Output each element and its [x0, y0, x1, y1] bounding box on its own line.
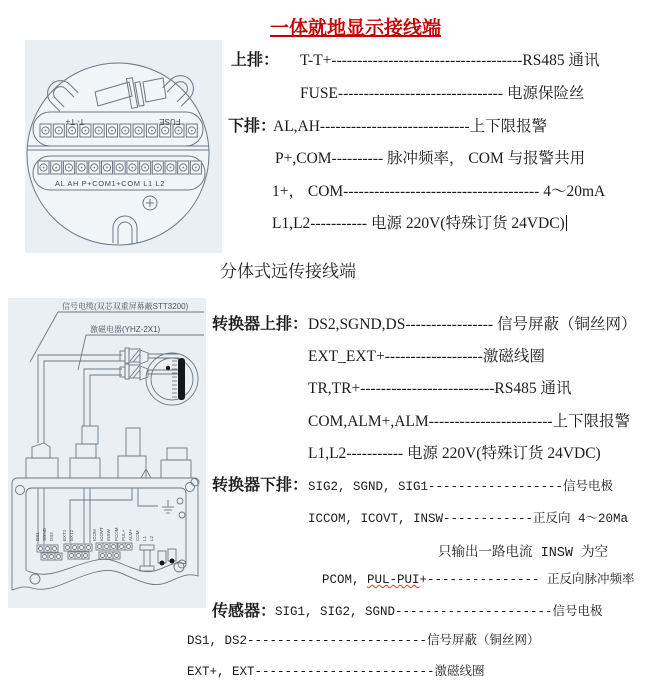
signal-cable-run: [38, 355, 122, 443]
converter-upper-row-rs485: TR,TR+--------------------------RS485 通讯: [308, 380, 572, 397]
converter-upper-row-coil: EXT_EXT+-------------------激磁线圈: [308, 348, 545, 365]
page-title: 一体就地显示接线端: [270, 18, 442, 39]
converter-upper-row-shield: DS2,SGND,DS----------------- 信号屏蔽（铜丝网）: [308, 316, 637, 333]
pin-label: COM: [135, 530, 140, 541]
pulse-prefix: PCOM,: [322, 573, 368, 587]
converter-lower-row-electrode: SIG2, SGND, SIG1------------------信号电极: [308, 480, 614, 494]
pin-label: PUL+: [121, 529, 126, 541]
converter-upper-label: 转换器上排：: [212, 316, 309, 333]
cable-gland-4: [161, 448, 191, 478]
converter-upper-row-alarm: COM,ALM+,ALM------------------------上下限报警: [308, 413, 631, 430]
integrated-row-alarm: AL,AH-----------------------------上下限报警: [273, 118, 548, 135]
corner-screw: [16, 486, 25, 495]
pin-labels: [35, 527, 154, 541]
cable-gland-1: [26, 443, 58, 478]
integrated-terminal-svg: [25, 40, 222, 253]
excitation-cable-run: [84, 369, 122, 426]
upper-strip-label-tt: T- T+: [65, 117, 85, 126]
signal-cable-label: 信号电缆(双芯双重屏幕蔽STT3200): [62, 302, 189, 311]
plug-connector-upper: [120, 348, 179, 364]
pin-label: EXT1: [62, 529, 67, 541]
sensor-row-shield: DS1, DS2------------------------信号屏蔽（铜丝网）: [187, 634, 540, 648]
ground-symbol: [162, 498, 185, 518]
pin-label: ALM+: [128, 529, 133, 541]
excitation-coil-leader: [78, 335, 86, 370]
pin-label: INSW: [106, 529, 111, 541]
integrated-row-tt-rs485: T-T+-------------------------------------RS485 通讯: [300, 52, 600, 69]
pin-label: ICOM: [92, 529, 97, 541]
remote-wiring-svg: [8, 298, 206, 608]
pin-label: DS2: [49, 532, 54, 541]
corner-screw: [186, 483, 195, 492]
remote-wiring-diagram: [8, 298, 206, 608]
pin-label: DS1: [35, 532, 40, 541]
integrated-row-power: [272, 211, 567, 233]
converter-upper-row-power: L1,L2----------- 电源 220V(特殊订货 24VDC): [308, 445, 601, 462]
pulse-spellcheck-squiggle: PUL-PUI: [367, 573, 420, 587]
converter-lower-label: 转换器下排：: [212, 477, 309, 494]
integrated-row-power-text: L1,L2----------- 电源 220V(特殊订货 24VDC): [272, 215, 565, 232]
board-components: [140, 545, 186, 571]
integrated-lower-row-label: 下排：: [228, 118, 277, 135]
converter-lower-row-current: ICCOM, ICOVT, INSW------------正反向 4～20Ma: [308, 512, 629, 526]
pin-label: EXT2: [69, 529, 74, 541]
sensor-row-electrode: SIG1, SIG2, SGND---------------------信号电极: [275, 605, 603, 619]
terminal-blocks: [37, 543, 132, 560]
integrated-row-420ma: 1+， COM-------------------------------------- 4～20mA: [272, 183, 606, 200]
corner-screw: [30, 574, 40, 584]
upper-strip-label-fuse: FUSE: [159, 117, 181, 126]
converter-lower-row-pulse: [322, 569, 635, 587]
sensor-body: [146, 353, 198, 405]
integrated-terminal-diagram: [25, 40, 222, 253]
integrated-upper-row-label: 上排：: [231, 52, 280, 69]
pulse-suffix: +--------------- 正反向脉冲频率: [419, 573, 635, 587]
cable-gland-3: [118, 428, 146, 478]
pin-label: SGND: [42, 527, 47, 541]
pin-label: L1: [142, 535, 147, 541]
cable-gland-2: [70, 426, 100, 478]
pin-label: L2: [149, 535, 154, 541]
integrated-row-pulse: P+,COM---------- 脉冲频率， COM 与报警共用: [275, 150, 586, 167]
sensor-label: 传感器：: [212, 603, 277, 620]
sensor-row-coil: EXT+, EXT------------------------激磁线圈: [187, 665, 485, 679]
text-cursor: [566, 215, 568, 231]
excitation-coil-label: 激磁电器(YHZ-2X1): [90, 325, 161, 334]
signal-cable-leader: [30, 312, 58, 362]
internal-wire-traces: [38, 488, 158, 544]
pin-label: PCOM: [114, 527, 119, 541]
integrated-row-fuse: FUSE-------------------------------- 电源保险丝: [300, 85, 585, 102]
lower-strip-labels: AL AH P+COM1+COM L1 L2: [55, 179, 166, 188]
converter-lower-row-note: 只输出一路电流 INSW 为空: [438, 546, 609, 561]
section-subtitle: 分体式远传接线端: [220, 262, 356, 281]
pin-label: ICOVT: [99, 527, 104, 541]
